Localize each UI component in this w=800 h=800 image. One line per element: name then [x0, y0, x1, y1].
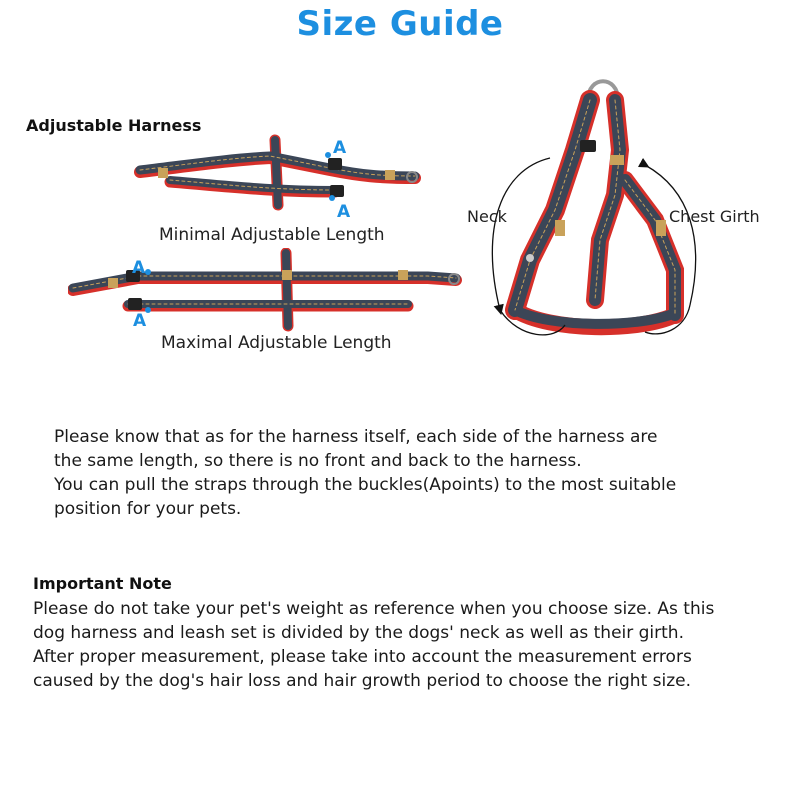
harness-measurement-diagram [460, 70, 790, 340]
minimal-point-a-top: A [333, 138, 347, 158]
page-title: Size Guide [296, 4, 504, 44]
minimal-harness-image [130, 130, 430, 220]
minimal-point-a-bottom: A [337, 202, 351, 222]
maximal-caption: Maximal Adjustable Length [161, 333, 392, 353]
maximal-harness-image [68, 248, 463, 338]
harness-explanation [54, 425, 754, 521]
maximal-point-a-top: A [132, 258, 146, 278]
paragraph-line: the same length, so there is no front and back to the harness. [54, 451, 582, 471]
harness-heading: Adjustable Harness [26, 116, 202, 135]
paragraph-line: You can pull the straps through the buckles(Apoints) to the most suitable [54, 475, 677, 495]
chest-girth-label: Chest Girth [669, 207, 760, 226]
maximal-point-a-bottom: A [133, 311, 147, 331]
note-line: caused by the dog's hair loss and hair growth period to choose the right size. [33, 671, 692, 691]
important-note-body [33, 597, 783, 693]
paragraph-line: position for your pets. [54, 499, 242, 519]
minimal-caption: Minimal Adjustable Length [159, 225, 385, 245]
important-note-title: Important Note [33, 574, 172, 593]
note-line: dog harness and leash set is divided by the dogs' neck as well as their girth. [33, 623, 684, 643]
neck-label: Neck [467, 207, 507, 226]
note-line: Please do not take your pet's weight as reference when you choose size. As this [33, 599, 715, 619]
paragraph-line: Please know that as for the harness itself, each side of the harness are [54, 427, 658, 447]
note-line: After proper measurement, please take into account the measurement errors [33, 647, 692, 667]
